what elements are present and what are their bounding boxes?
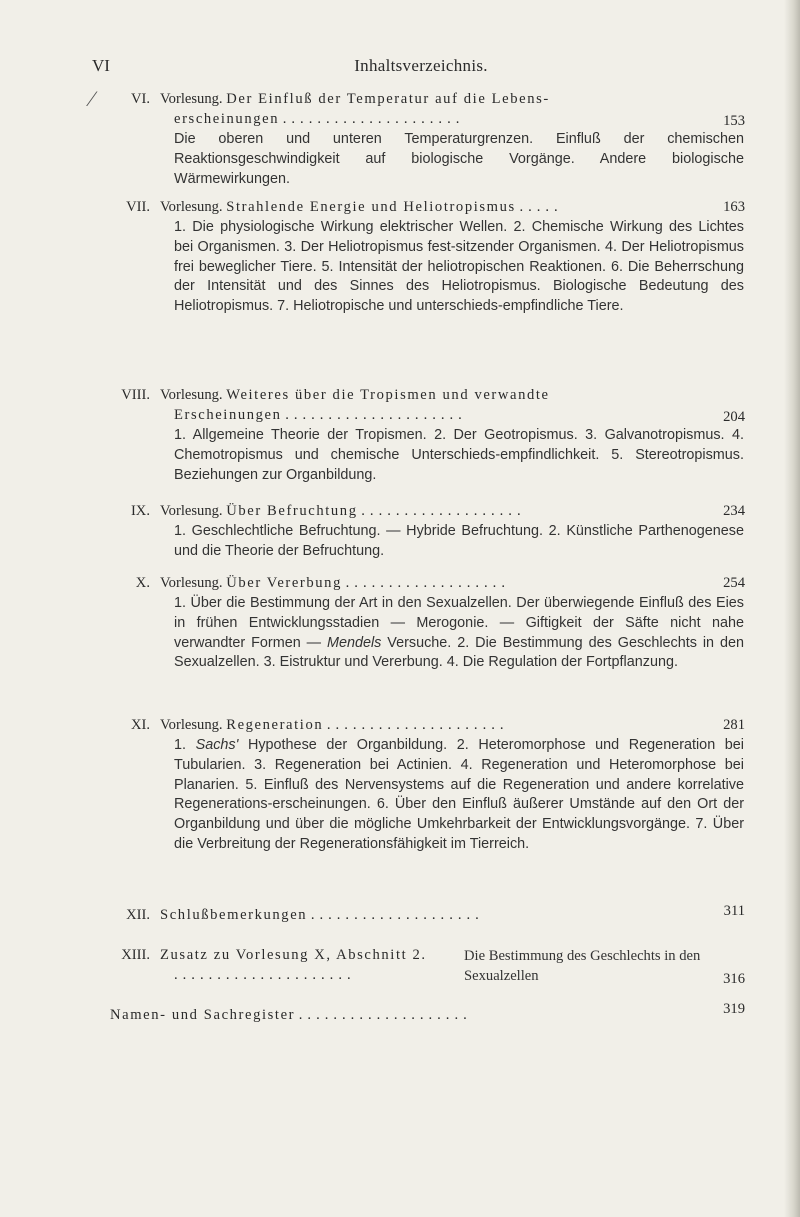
entry-number: XIII. xyxy=(121,947,150,963)
entry-description: 1. Allgemeine Theorie der Tropismen. 2. Der Geotropismus. 3. Galvanotropismus. 4. Chemotropismus und chemische Unterschieds-empfindlichkeit. 5. Stereotropismus. Beziehungen zur Organbildung. xyxy=(174,427,744,483)
entry-page-number: 204 xyxy=(723,409,745,425)
entry-description: 1. Geschlechtliche Befruchtung. — Hybride Befruchtung. 2. Künstliche Parthenogenese und die Theorie der Befruchtung. xyxy=(174,523,744,559)
entry-page-number: 163 xyxy=(723,199,745,215)
entry-page-number: 234 xyxy=(723,503,745,519)
entry-description: 1. Die physiologische Wirkung elektrischer Wellen. 2. Chemische Wirkung des Lichtes bei Organismen. 3. Der Heliotropismus fest-sitzender Organismen. 4. Der Heliotropismus frei beweglicher Tiere. 5. Intensität der heliotropischen Reaktionen. 6. Die Beherrschung der Intensität und des Sinnes des Heliotropismus. Biologische Bedeutung des Heliotropismus. 7. Heliotropische und unterschieds-empfindliche Tiere. xyxy=(174,219,744,315)
entry-page-number: 254 xyxy=(723,575,745,591)
entry-page-number: 281 xyxy=(723,717,745,733)
entry-heading-dots: ..................... xyxy=(174,967,356,983)
entry-number: XII. xyxy=(126,907,150,923)
entry-heading: Vorlesung. Strahlende Energie und Heliotropismus ..... xyxy=(160,199,563,215)
entry-heading-tail: Die Bestimmung des Geschlechts in den Sexualzellen xyxy=(464,948,701,984)
entry-heading: Vorlesung. Über Befruchtung ................... xyxy=(160,503,526,519)
entry-heading: Zusatz zu Vorlesung X, Abschnitt 2. xyxy=(160,947,427,963)
entry-number: X. xyxy=(135,575,150,591)
entry-page-number: 319 xyxy=(723,1001,745,1017)
entry-number: XI. xyxy=(130,717,150,733)
page-numeral: VI xyxy=(92,56,110,75)
entry-page-number: 153 xyxy=(723,113,745,129)
pencil-check-mark-icon: ⁄ xyxy=(90,86,94,111)
running-title: Inhaltsverzeichnis. xyxy=(354,56,488,75)
entry-page-number: 316 xyxy=(723,971,745,987)
entry-heading: Schlußbemerkungen .................... xyxy=(160,907,484,923)
page-header xyxy=(92,56,750,78)
entry-number: VIII. xyxy=(121,387,150,403)
entry-number: IX. xyxy=(130,503,150,519)
entry-heading: Namen- und Sachregister .................... xyxy=(110,1007,472,1023)
entry-description: 1. Über die Bestimmung der Art in den Sexualzellen. Der überwiegende Einfluß des Eies in frühen Entwicklungsstadien — Merogonie. — Giftigkeit der Säfte nicht nahe verwandter Formen — Mendels Versuche. 2. Die Bestimmung des Geschlechts in den Sexualzellen. 3. Eistruktur und Vererbung. 4. Die Regulation der Fortpflanzung. xyxy=(174,595,745,671)
entry-heading: Vorlesung. Weiteres über die Tropismen und verwandte xyxy=(160,387,550,403)
entry-heading: Vorlesung. Über Vererbung ................... xyxy=(160,575,510,591)
entry-heading-continuation: erscheinungen ..................... xyxy=(174,111,465,127)
entry-heading-continuation: Erscheinungen ..................... xyxy=(174,407,467,423)
entry-number: VII. xyxy=(126,199,150,215)
entry-heading: Vorlesung. Der Einfluß der Temperatur auf die Lebens- xyxy=(160,91,550,107)
entry-heading: Vorlesung. Regeneration ..................... xyxy=(160,717,509,733)
entry-description: 1. Sachs' Hypothese der Organbildung. 2. Heteromorphose und Regeneration bei Tubularien. 3. Regeneration bei Actinien. 4. Regeneration und Heteromorphose bei Planarien. 5. Einfluß des Nervensystems auf die Regeneration und andere korrelative Regenerations-erscheinungen. 6. Über den Einfluß äußerer Umstände auf den Ort der Organbildung und über die mögliche Umkehrbarkeit der Entwicklungsvorgänge. 7. Über die Verbreitung der Regenerationsfähigkeit im Tierreich. xyxy=(174,737,745,852)
entry-page-number: 311 xyxy=(723,903,745,919)
page-edge-shadow xyxy=(784,0,800,1217)
entry-number: VI. xyxy=(130,91,150,107)
entry-description: Die oberen und unteren Temperaturgrenzen. Einfluß der chemischen Reaktionsgeschwindigkeit auf biologische Vorgänge. Andere biologische Wärmewirkungen. xyxy=(174,131,744,187)
